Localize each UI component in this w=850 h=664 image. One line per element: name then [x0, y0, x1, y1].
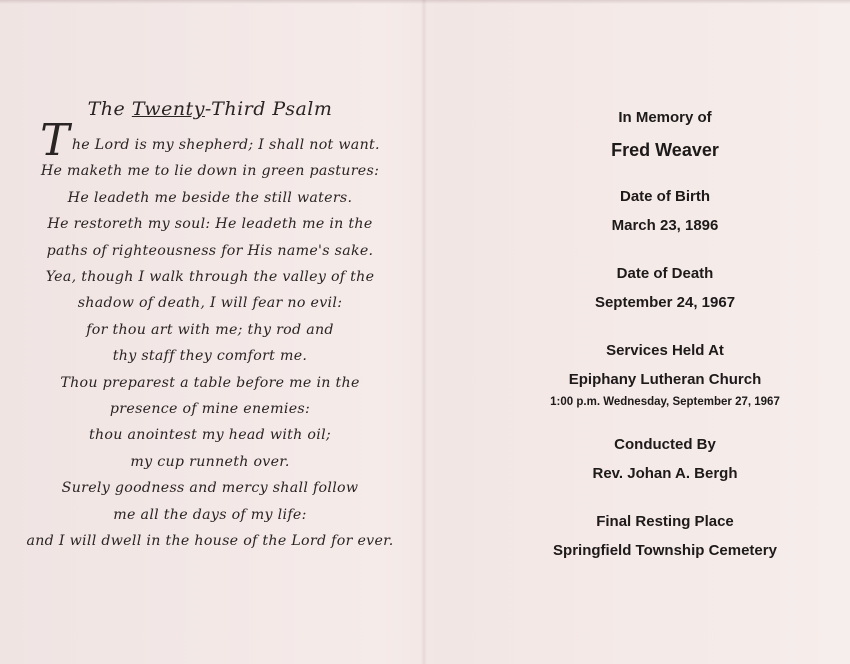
deceased-name: Fred Weaver: [611, 140, 719, 160]
conducted-label: Conducted By: [614, 436, 716, 453]
death-label: Date of Death: [616, 265, 714, 282]
psalm-line: paths of righteousness for His name's sake.: [46, 242, 374, 259]
psalm-line: Yea, though I walk through the valley of the: [45, 269, 375, 286]
psalm-title-suffix: -Third Psalm: [204, 98, 333, 120]
psalm-line: He maketh me to lie down in green pastures:: [40, 163, 380, 180]
memorial-panel: [470, 103, 850, 565]
psalm-dropcap: T: [40, 115, 70, 166]
psalm-line: Surely goodness and mercy shall follow: [61, 480, 359, 497]
resting-place: Springfield Township Cemetery: [553, 542, 777, 559]
psalm-line: for thou art with me; thy rod and: [86, 321, 334, 338]
psalm-panel: [20, 96, 400, 555]
psalm-line: presence of mine enemies:: [109, 401, 311, 418]
psalm-line: me all the days of my life:: [113, 506, 307, 523]
birth-label: Date of Birth: [620, 188, 710, 205]
psalm-line: He leadeth me beside the still waters.: [67, 189, 353, 206]
services-time: 1:00 p.m. Wednesday, September 27, 1967: [550, 396, 780, 408]
psalm-line: He restoreth my soul: He leadeth me in the: [47, 216, 373, 233]
psalm-line: thou anointest my head with oil;: [88, 427, 332, 444]
psalm-title-underlined: Twenty: [131, 98, 205, 120]
psalm-title: [20, 96, 400, 122]
services-place: Epiphany Lutheran Church: [568, 371, 762, 388]
card-fold: [421, 0, 427, 664]
services-label: Services Held At: [606, 342, 724, 359]
psalm-line: shadow of death, I will fear no evil:: [77, 295, 343, 312]
death-date: September 24, 1967: [594, 294, 736, 311]
conducted-by: Rev. Johan A. Bergh: [592, 465, 738, 482]
psalm-line: thy staff they comfort me.: [112, 348, 308, 365]
memorial-heading: In Memory of: [618, 109, 712, 126]
resting-label: Final Resting Place: [596, 513, 734, 530]
psalm-line: my cup runneth over.: [130, 453, 290, 470]
psalm-title-prefix: The: [87, 98, 132, 120]
birth-date: March 23, 1896: [611, 217, 719, 234]
psalm-line: and I will dwell in the house of the Lord for ever.: [26, 533, 394, 550]
psalm-line-text: he Lord is my shepherd; I shall not want.: [71, 137, 380, 153]
psalm-line: [20, 115, 400, 166]
psalm-line: Thou preparest a table before me in the: [60, 374, 360, 391]
